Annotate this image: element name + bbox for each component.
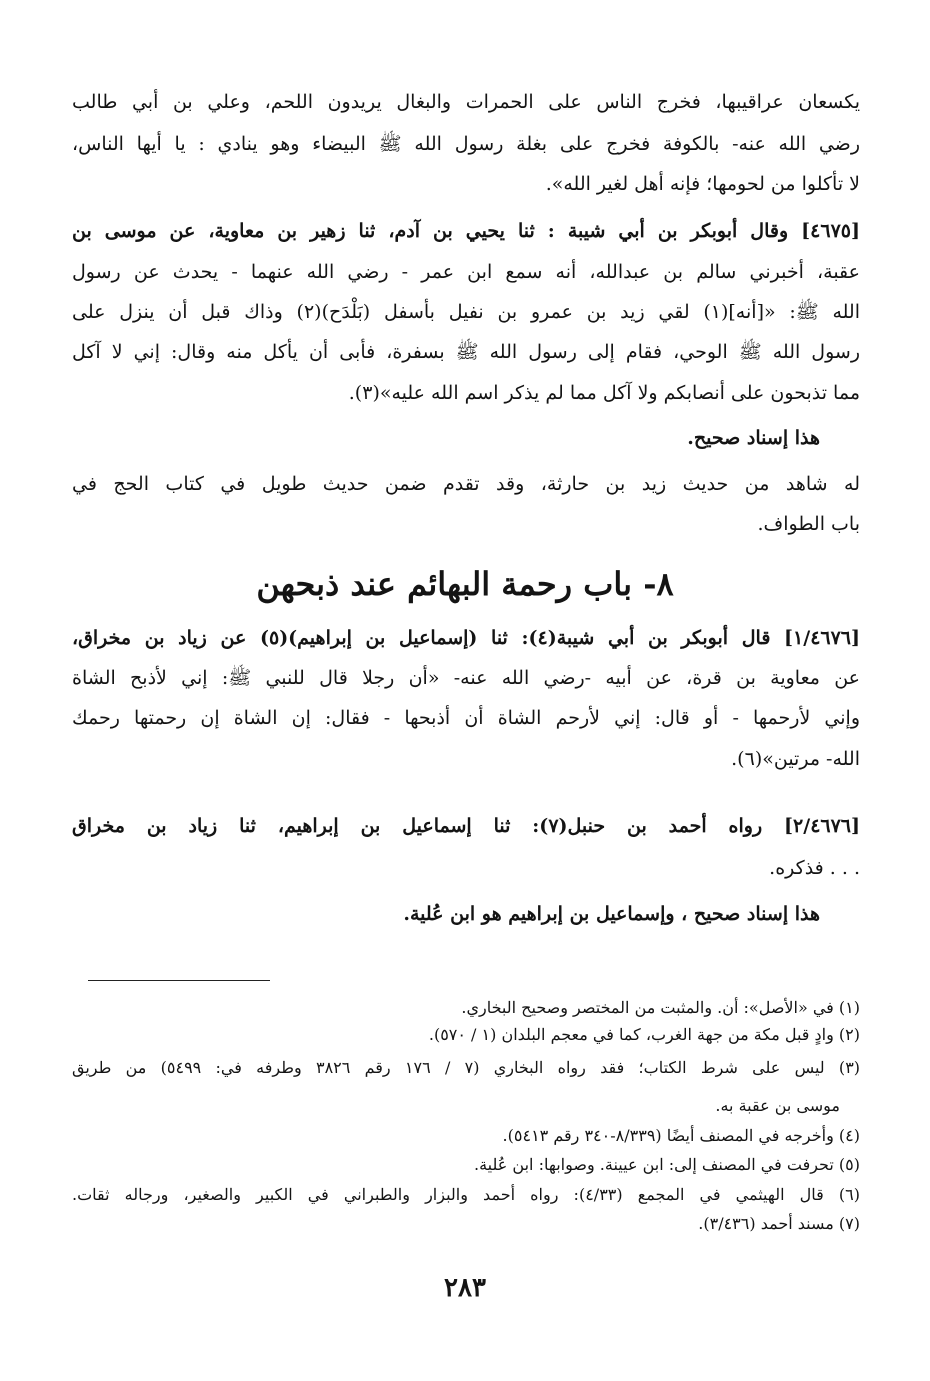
footnote-separator: [88, 980, 270, 981]
chapter-heading: ٨- باب رحمة البهائم عند ذبحهن: [256, 565, 674, 603]
witness-line-2: باب الطواف.: [757, 513, 860, 535]
hadith-4676-2-line-1: [٢/٤٦٧٦] رواه أحمد بن حنبل(٧): ثنا إسماعيل بن إبراهيم، ثنا زياد بن مخراق: [72, 815, 860, 837]
body-line-1: يكسعان عراقيبها، فخرج الناس على الحمرات والبغال يريدون اللحم، وعلي بن أبي طالب: [72, 91, 860, 113]
footnote-3: (٣) ليس على شرط الكتاب؛ فقد رواه البخاري (٧ / ١٧٦ رقم ٣٨٢٦ وطرفه في: ٥٤٩٩) من طريق: [72, 1058, 860, 1077]
body-line-3: لا تأكلوا من لحومها؛ فإنه أهل لغير الله».: [545, 173, 860, 195]
footnote-6: (٦) قال الهيثمي في المجمع (٤/٣٣): رواه أحمد والبزار والطبراني في الكبير والصغير، ورجاله ثقات.: [72, 1185, 860, 1204]
hadith-4676-1-line-4: الله- مرتين»(٦).: [731, 748, 860, 770]
page-number: ٢٨٣: [444, 1273, 486, 1303]
hadith-4675-line-5: مما تذبحون على أنصابكم ولا آكل مما لم يذكر اسم الله عليه»(٣).: [348, 382, 860, 404]
footnote-3-cont: موسى بن عقبة به.: [715, 1096, 840, 1115]
body-line-2: رضي الله عنه- بالكوفة فخرج على بغلة رسول الله ﷺ البيضاء وهو ينادي : يا أيها الناس،: [72, 133, 860, 155]
hadith-4675-line-2: عقبة، أخبرني سالم بن عبدالله، أنه سمع ابن عمر - رضي الله عنهما - يحدث عن رسول: [72, 261, 860, 283]
hadith-4675-line-3: الله ﷺ: «[أنه](١) لقي زيد بن عمرو بن نفيل بأسفل (بَلْدَح)(٢) وذاك قبل أن ينزل على: [72, 301, 860, 323]
isnad-verdict-2: هذا إسناد صحيح ، وإسماعيل بن إبراهيم هو ابن عُلية.: [403, 903, 820, 925]
footnote-1: (١) في «الأصل»: أن. والمثبت من المختصر وصحيح البخاري.: [461, 998, 860, 1017]
footnote-7: (٧) مسند أحمد (٣/٤٣٦).: [698, 1214, 860, 1233]
hadith-4676-1-line-3: وإني لأرحمها - أو قال: إني لأرحم الشاة أن أذبحها - فقال: إن الشاة إن رحمتها رحمك: [72, 707, 860, 729]
hadith-4675-line-4: رسول الله ﷺ الوحي، فقام إلى رسول الله ﷺ بسفرة، فأبى أن يأكل منه وقال: إني لا آكل: [72, 341, 860, 363]
hadith-4676-1-line-2: عن معاوية بن قرة، عن أبيه -رضي الله عنه- «أن رجلا قال للنبي ﷺ: إني لأذبح الشاة: [72, 667, 860, 689]
witness-line-1: له شاهد من حديث زيد بن حارثة، وقد تقدم ضمن حديث طويل في كتاب الحج في: [72, 473, 860, 495]
isnad-verdict-1: هذا إسناد صحيح.: [687, 427, 820, 449]
hadith-4675-line-1: [٤٦٧٥] وقال أبوبكر بن أبي شيبة : ثنا يحيي بن آدم، ثنا زهير بن معاوية، عن موسى بن: [72, 220, 860, 242]
footnote-5: (٥) تحرفت في المصنف إلى: ابن عيينة. وصوابها: ابن عُلية.: [474, 1155, 860, 1174]
hadith-4676-1-line-1: [١/٤٦٧٦] قال أبوبكر بن أبي شيبة(٤): ثنا (إسماعيل بن إبراهيم)(٥) عن زياد بن مخراق،: [72, 627, 860, 649]
footnote-4: (٤) وأخرجه في المصنف أيضًا (٨/٣٣٩-٣٤٠ رقم ٥٤١٣).: [502, 1126, 860, 1145]
footnote-2: (٢) وادٍ قبل مكة من جهة الغرب، كما في معجم البلدان (١ / ٥٧٠).: [428, 1025, 860, 1044]
hadith-4676-2-line-2: . . . فذكره.: [769, 857, 860, 879]
